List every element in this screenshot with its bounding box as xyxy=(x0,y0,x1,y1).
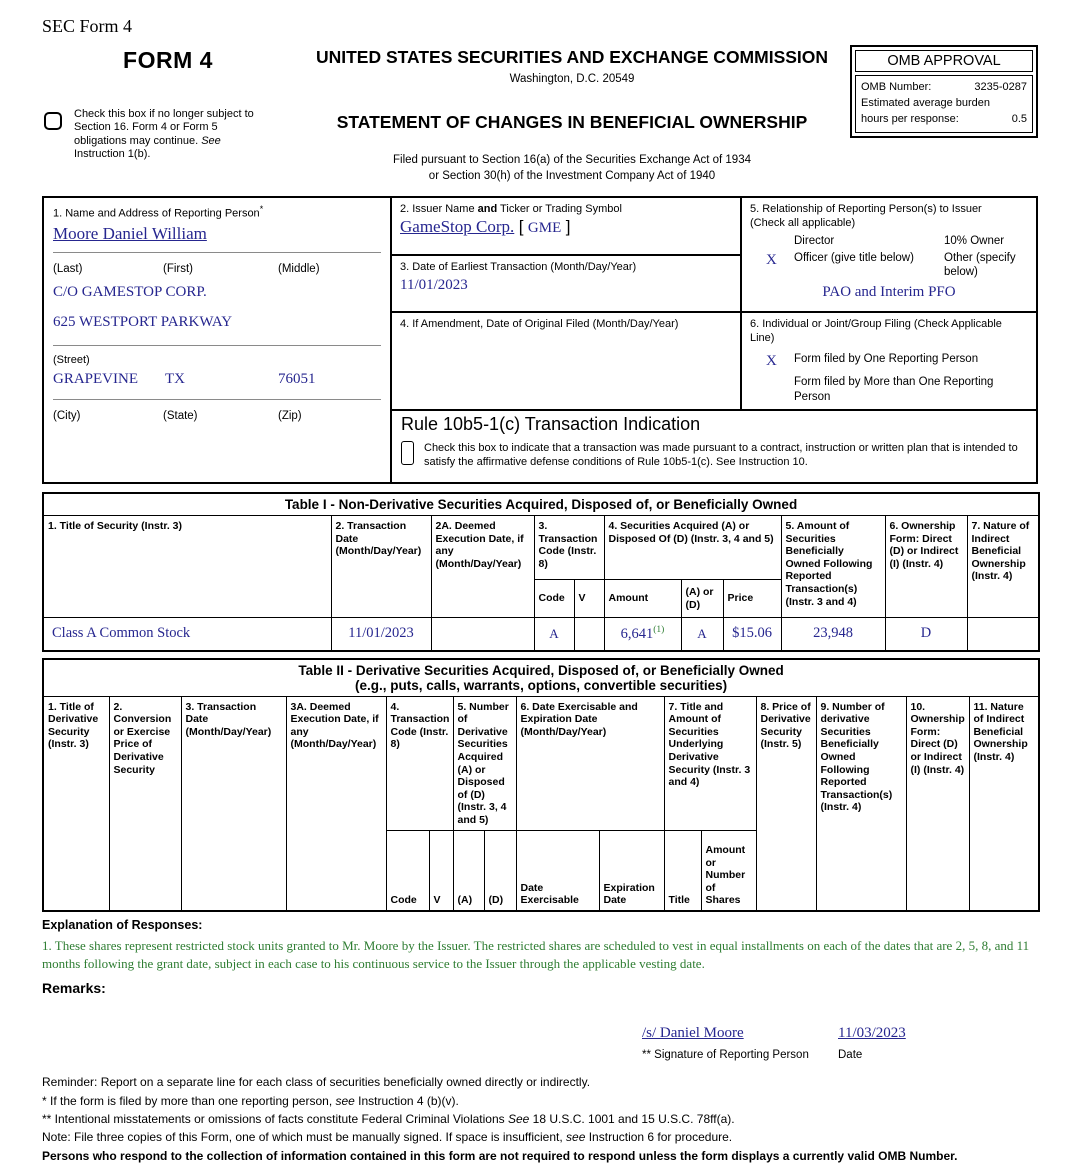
rule-10b5-section xyxy=(392,409,1036,482)
section4-label: 4. If Amendment, Date of Original Filed (Month/Day/Year) xyxy=(400,318,679,331)
issuer-name-line xyxy=(400,217,732,237)
date-caption: Date xyxy=(838,1049,863,1062)
note-2 xyxy=(42,1110,1038,1128)
table2-derivative xyxy=(42,658,1040,912)
other-label: Other (specify below) xyxy=(944,251,1016,279)
t1-transaction-date: 11/01/2023 xyxy=(331,618,431,651)
section5-label-line1: 5. Relationship of Reporting Person(s) to Issuer xyxy=(750,203,982,216)
section5-label xyxy=(750,203,1028,231)
signature-date-link[interactable]: 11/03/2023 xyxy=(838,1025,906,1042)
omb-burden-line1: Estimated average burden xyxy=(861,96,991,109)
section1-label-asterisk: * xyxy=(259,204,264,215)
main-right-top xyxy=(392,198,1036,409)
section5-label-line2: (Check all applicable) xyxy=(750,216,856,229)
last-label: (Last) xyxy=(53,263,83,276)
section6-filing-type xyxy=(742,313,1036,409)
remarks-label: Remarks: xyxy=(42,980,106,997)
section1-label-text: 1. Name and Address of Reporting Person xyxy=(53,207,260,220)
city-value: GRAPEVINE xyxy=(53,371,138,388)
table1-non-derivative xyxy=(42,492,1040,652)
divider-1 xyxy=(53,252,381,253)
signature-column xyxy=(642,1024,838,1061)
table2-title-line2: (e.g., puts, calls, warrants, options, convertible securities) xyxy=(355,677,728,693)
check-note-post: Instruction 1(b). xyxy=(74,148,151,161)
check-note-italic: See xyxy=(201,134,221,147)
divider-2 xyxy=(53,345,381,346)
officer-checkbox-x: X xyxy=(766,251,777,268)
t2-sub-v: V xyxy=(429,831,453,911)
omb-approval-box xyxy=(850,45,1038,138)
t1-h2a: 2A. Deemed Execution Date, if any (Month/Day/Year) xyxy=(431,516,534,618)
street-label: (Street) xyxy=(53,354,90,367)
t2-h3: 3. Transaction Date (Month/Day/Year) xyxy=(181,696,286,911)
section4-amendment xyxy=(392,313,740,409)
t1-h1: 1. Title of Security (Instr. 3) xyxy=(43,516,331,618)
city-label: (City) xyxy=(53,410,81,423)
omb-body xyxy=(855,75,1033,133)
table1-row xyxy=(43,618,1039,651)
table1-title: Table I - Non-Derivative Securities Acquired, Disposed of, or Beneficially Owned xyxy=(43,493,1039,516)
table2-title xyxy=(43,659,1039,697)
section1-reporting-person xyxy=(44,198,392,482)
city-state-zip-labels xyxy=(53,410,381,422)
issuer-label-pre: 2. Issuer Name xyxy=(400,203,478,216)
t1-h2: 2. Transaction Date (Month/Day/Year) xyxy=(331,516,431,618)
t2-sub-d: (D) xyxy=(484,831,516,911)
reporting-info-box xyxy=(42,196,1038,484)
note-1 xyxy=(42,1092,1038,1110)
officer-label: Officer (give title below) xyxy=(794,251,914,264)
t1-acquired-disposed: A xyxy=(681,618,723,651)
t1-sub-v: V xyxy=(574,580,604,618)
middle-column xyxy=(392,198,742,409)
omb-burden-line2 xyxy=(861,112,1027,128)
rule-10b5-row xyxy=(401,441,1027,470)
header-left xyxy=(42,41,294,184)
right-column xyxy=(742,198,1036,409)
t1-amount-footnote-ref[interactable]: (1) xyxy=(653,624,665,635)
omb-number-line xyxy=(861,80,1027,96)
t1-sub-amount: Amount xyxy=(604,580,681,618)
ticker-symbol: GME xyxy=(527,219,562,236)
section16-checkbox-note xyxy=(74,108,272,162)
issuer-label-bold: and xyxy=(477,203,498,216)
footer-notes xyxy=(42,1073,1038,1165)
filed-pursuant xyxy=(294,153,850,184)
first-label: (First) xyxy=(163,263,194,276)
t2-h2: 2. Conversion or Exercise Price of Derivative Security xyxy=(109,696,181,911)
section2-label xyxy=(400,203,732,217)
form-title: FORM 4 xyxy=(123,47,213,73)
last-first-middle-labels xyxy=(53,263,381,275)
table2-title-line1: Table II - Derivative Securities Acquired, Disposed of, or Beneficially Owned xyxy=(298,662,784,678)
t1-ownership-form: D xyxy=(885,618,967,651)
address-line1: C/O GAMESTOP CORP. xyxy=(53,284,207,301)
filed-pursuant-line1: Filed pursuant to Section 16(a) of the Securities Exchange Act of 1934 xyxy=(393,154,751,166)
omb-number-label: OMB Number: xyxy=(861,81,932,93)
explanation-label: Explanation of Responses: xyxy=(42,917,203,932)
rule-10b5-title: Rule 10b5-1(c) Transaction Indication xyxy=(401,414,701,435)
t2-h6: 6. Date Exercisable and Expiration Date (Month/Day/Year) xyxy=(516,696,664,831)
filing-more-checkbox[interactable] xyxy=(766,375,794,404)
sec-form-label: SEC Form 4 xyxy=(42,16,133,36)
director-label: Director xyxy=(794,234,835,247)
t1-indirect-nature xyxy=(967,618,1039,651)
t2-h7: 7. Title and Amount of Securities Underlying Derivative Security (Instr. 3 and 4) xyxy=(664,696,756,831)
t1-h5: 5. Amount of Securities Beneficially Owned Following Reported Transaction(s) (Instr. 3 and 4) xyxy=(781,516,885,618)
section5-relationship xyxy=(742,198,1036,313)
commission-location: Washington, D.C. 20549 xyxy=(509,73,635,85)
address-line2: 625 WESTPORT PARKWAY xyxy=(53,314,233,331)
section16-checkbox[interactable] xyxy=(44,112,62,130)
t2-h9: 9. Number of derivative Securities Beneficially Owned Following Reported Transaction(s) (Instr. 4) xyxy=(816,696,906,911)
signature-block xyxy=(642,1024,1038,1061)
section3-earliest-transaction xyxy=(392,256,740,313)
issuer-name-link[interactable]: GameStop Corp. xyxy=(400,216,515,236)
section16-checkbox-row xyxy=(44,108,294,162)
note3-italic: see xyxy=(566,1130,586,1145)
t1-h3: 3. Transaction Code (Instr. 8) xyxy=(534,516,604,580)
note1-italic: see xyxy=(335,1093,355,1108)
commission-title: UNITED STATES SECURITIES AND EXCHANGE COMMISSION xyxy=(315,47,829,67)
state-label: (State) xyxy=(163,410,198,423)
t2-sub-date-exercisable: Date Exercisable xyxy=(516,831,599,911)
t2-h3a: 3A. Deemed Execution Date, if any (Month/Day/Year) xyxy=(286,696,386,911)
filing-more-label: Form filed by More than One Reporting Person xyxy=(794,376,994,403)
statement-title: STATEMENT OF CHANGES IN BENEFICIAL OWNERSHIP xyxy=(336,112,808,132)
section1-label xyxy=(53,204,381,221)
city-state-zip-values xyxy=(53,371,381,388)
ticker-bracket-open: [ xyxy=(518,216,524,236)
filed-pursuant-line2: or Section 30(h) of the Investment Company Act of 1940 xyxy=(428,169,716,182)
t2-sub-expiration-date: Expiration Date xyxy=(599,831,664,911)
t2-h8: 8. Price of Derivative Security (Instr. 5) xyxy=(756,696,816,911)
t2-h4: 4. Transaction Code (Instr. 8) xyxy=(386,696,453,831)
relationship-row2 xyxy=(766,251,1028,280)
t2-h1: 1. Title of Derivative Security (Instr. 3) xyxy=(43,696,109,911)
rule-10b5-text: Check this box to indicate that a transaction was made pursuant to a contract, instruction or written plan that is intended to satisfy the affirmative defense conditions of Rule 10b5-1(c). See Instruction 10. xyxy=(424,442,1018,469)
reminder-note: Reminder: Report on a separate line for each class of securities beneficially owned directly or indirectly. xyxy=(42,1075,591,1090)
t2-sub-a: (A) xyxy=(453,831,484,911)
t1-h4: 4. Securities Acquired (A) or Disposed Of (D) (Instr. 3, 4 and 5) xyxy=(604,516,781,580)
footnote-1: 1. These shares represent restricted stock units granted to Mr. Moore by the Issuer. The restricted shares are scheduled to vest in equal installments on each of the dates that are 2, 5, 8, and 11 months following the grant date, subject in each case to his continuous service to the Issuer through the applicable vesting date. xyxy=(42,937,1030,971)
t2-sub-title: Title xyxy=(664,831,701,911)
earliest-transaction-date: 11/01/2023 xyxy=(400,276,468,293)
t1-code: A xyxy=(534,618,574,651)
header-right xyxy=(850,41,1038,184)
header-center xyxy=(294,41,850,184)
middle-label: (Middle) xyxy=(278,263,320,276)
officer-title-value: PAO and Interim PFO xyxy=(822,283,956,300)
section3-label: 3. Date of Earliest Transaction (Month/Day/Year) xyxy=(400,261,637,274)
note3-pre: Note: File three copies of this Form, one of which must be manually signed. If space is insufficient, xyxy=(42,1130,567,1145)
note2-italic: See xyxy=(507,1112,530,1126)
omb-burden-value: 0.5 xyxy=(1011,112,1027,125)
signature-link[interactable]: /s/ Daniel Moore xyxy=(642,1025,744,1042)
t1-amount-value: 6,641 xyxy=(620,625,654,642)
omb-burden-label: hours per response: xyxy=(861,112,959,125)
note3-post: Instruction 6 for procedure. xyxy=(585,1130,733,1145)
t2-h11: 11. Nature of Indirect Beneficial Ownership (Instr. 4) xyxy=(969,696,1039,911)
zip-label: (Zip) xyxy=(278,410,302,423)
t1-sub-ad: (A) or (D) xyxy=(681,580,723,618)
ticker-bracket-close: ] xyxy=(565,216,571,236)
divider-3 xyxy=(53,399,381,400)
t1-sub-price: Price xyxy=(723,580,781,618)
note1-pre: * If the form is filed by more than one reporting person, xyxy=(42,1093,336,1108)
t2-h5: 5. Number of Derivative Securities Acquired (A) or Disposed of (D) (Instr. 3, 4 and 5) xyxy=(453,696,516,831)
state-value: TX xyxy=(165,371,185,388)
t2-sub-amount-shares: Amount or Number of Shares xyxy=(701,831,756,911)
t2-h10: 10. Ownership Form: Direct (D) or Indirect (I) (Instr. 4) xyxy=(906,696,969,911)
omb-number-value: 3235-0287 xyxy=(974,81,1027,93)
ten-percent-owner-label: 10% Owner xyxy=(944,234,1005,247)
note-3 xyxy=(42,1128,1038,1146)
t1-security-title: Class A Common Stock xyxy=(43,618,331,651)
form-header xyxy=(42,41,1038,184)
t1-deemed-date xyxy=(431,618,534,651)
t1-v xyxy=(574,618,604,651)
note2-pre: ** Intentional misstatements or omissions of facts constitute Federal Criminal Violations xyxy=(42,1112,508,1126)
filing-one-checkbox-x: X xyxy=(766,352,777,369)
section6-label: 6. Individual or Joint/Group Filing (Check Applicable Line) xyxy=(750,318,1002,344)
filing-more-row xyxy=(766,375,1028,404)
omb-title: OMB APPROVAL xyxy=(855,50,1033,72)
t1-sub-code: Code xyxy=(534,580,574,618)
filing-one-label: Form filed by One Reporting Person xyxy=(794,352,979,365)
note2-post: 18 U.S.C. 1001 and 15 U.S.C. 78ff(a). xyxy=(529,1112,735,1126)
signature-date-column xyxy=(838,1024,906,1061)
signature-caption: ** Signature of Reporting Person xyxy=(642,1049,809,1062)
director-checkbox[interactable] xyxy=(766,234,794,248)
section2-issuer xyxy=(392,198,740,256)
issuer-label-post: Ticker or Trading Symbol xyxy=(497,203,622,216)
zip-value: 76051 xyxy=(278,371,316,388)
persons-note: Persons who respond to the collection of information contained in this form are not required to respond unless the form displays a currently valid OMB Number. xyxy=(42,1148,958,1163)
t1-price: $15.06 xyxy=(723,618,781,651)
relationship-row1 xyxy=(766,234,1028,248)
t1-h7: 7. Nature of Indirect Beneficial Ownership (Instr. 4) xyxy=(967,516,1039,618)
main-right-area xyxy=(392,198,1036,482)
check-note-pre: Check this box if no longer subject to Section 16. Form 4 or Form 5 obligations may continue. xyxy=(74,108,254,147)
t2-sub-code: Code xyxy=(386,831,429,911)
note1-post: Instruction 4 (b)(v). xyxy=(354,1093,459,1108)
t1-amount xyxy=(604,618,681,651)
filing-one-row xyxy=(766,352,1028,371)
t1-shares-owned: 23,948 xyxy=(781,618,885,651)
t1-h6: 6. Ownership Form: Direct (D) or Indirect (I) (Instr. 4) xyxy=(885,516,967,618)
reporting-person-name-link[interactable]: Moore Daniel William xyxy=(53,224,207,244)
rule-10b5-checkbox[interactable] xyxy=(401,441,414,465)
